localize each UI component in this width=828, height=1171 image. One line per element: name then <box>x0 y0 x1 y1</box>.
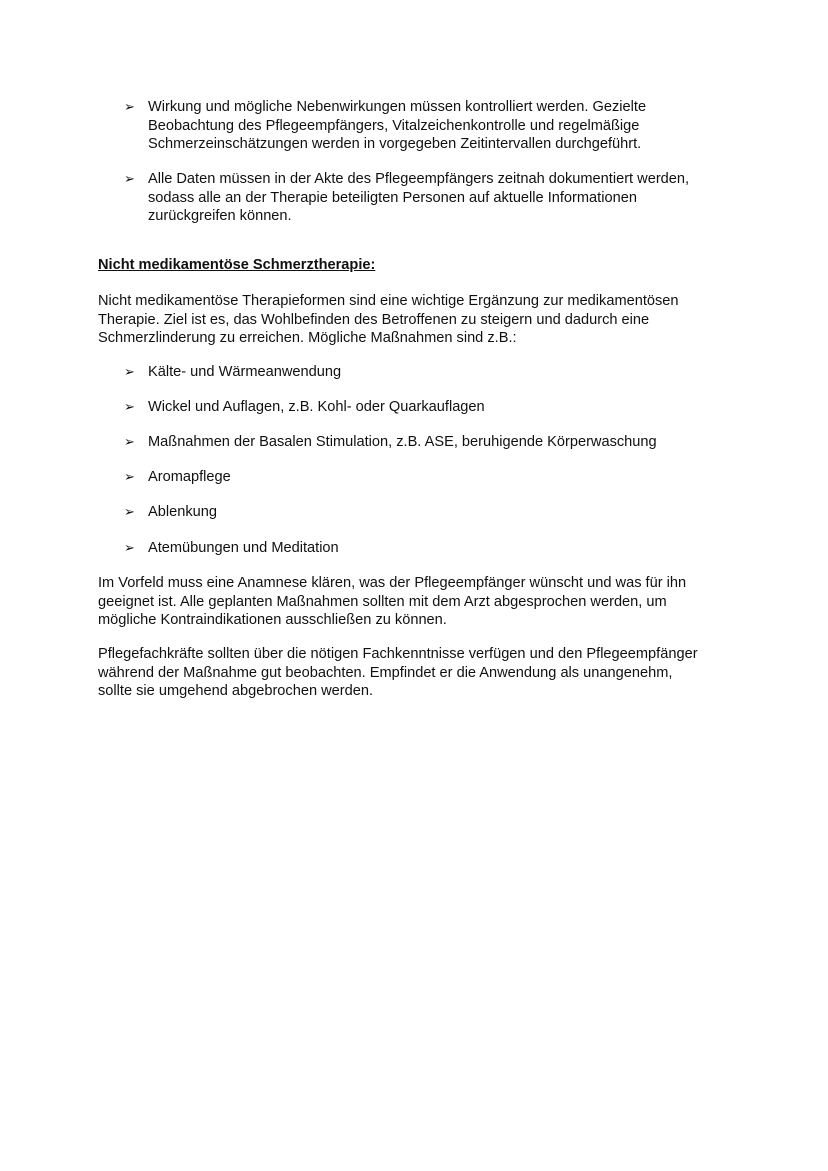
bullet-text: Wirkung und mögliche Nebenwirkungen müssen kontrolliert werden. Gezielte Beobachtung des Pflegeempfängers, Vitalzeichenkontrolle und regelmäßige Schmerzeinschätzungen werden in vorgegeben Zeitintervallen durchgeführt. <box>148 99 647 152</box>
measure-text: Atemübungen und Meditation <box>148 540 339 556</box>
anamnesis-paragraph: Im Vorfeld muss eine Anamnese klären, was der Pflegeempfänger wünscht und was für ihn geeignet ist. Alle geplanten Maßnahmen sollten mit dem Arzt abgesprochen werden, um mögliche Kontraindikationen ausschließen zu können. <box>98 575 687 628</box>
observation-paragraph: Pflegefachkräfte sollten über die nötigen Fachkenntnisse verfügen und den Pflegeempfänger während der Maßnahme gut beobachten. Empfindet er die Anwendung als unangenehm, sollte sie umgehend abgebrochen werden. <box>98 646 698 699</box>
measure-text: Ablenkung <box>148 504 217 520</box>
bullet-text: Alle Daten müssen in der Akte des Pflegeempfängers zeitnah dokumentiert werden, sodass alle an der Therapie beteiligten Personen auf aktuelle Informationen zurückgreifen können. <box>148 171 690 224</box>
section-heading: Nicht medikamentöse Schmerztherapie: <box>98 257 376 273</box>
arrow-bullet-icon: ➢ <box>124 99 135 114</box>
arrow-bullet-icon: ➢ <box>124 504 135 519</box>
arrow-bullet-icon: ➢ <box>124 469 135 484</box>
arrow-bullet-icon: ➢ <box>124 364 135 379</box>
measure-text: Wickel und Auflagen, z.B. Kohl- oder Quarkauflagen <box>148 399 485 415</box>
arrow-bullet-icon: ➢ <box>124 171 135 186</box>
arrow-bullet-icon: ➢ <box>124 434 135 449</box>
intro-paragraph: Nicht medikamentöse Therapieformen sind eine wichtige Ergänzung zur medikamentösen Therapie. Ziel ist es, das Wohlbefinden des Betroffenen zu steigern und dadurch eine Schmerzlinderung zu erreichen. Mögliche Maßnahmen sind z.B.: <box>98 293 679 346</box>
measure-text: Maßnahmen der Basalen Stimulation, z.B. ASE, beruhigende Körperwaschung <box>148 434 657 450</box>
measure-text: Kälte- und Wärmeanwendung <box>148 364 342 380</box>
measure-text: Aromapflege <box>148 469 231 485</box>
arrow-bullet-icon: ➢ <box>124 540 135 555</box>
arrow-bullet-icon: ➢ <box>124 399 135 414</box>
